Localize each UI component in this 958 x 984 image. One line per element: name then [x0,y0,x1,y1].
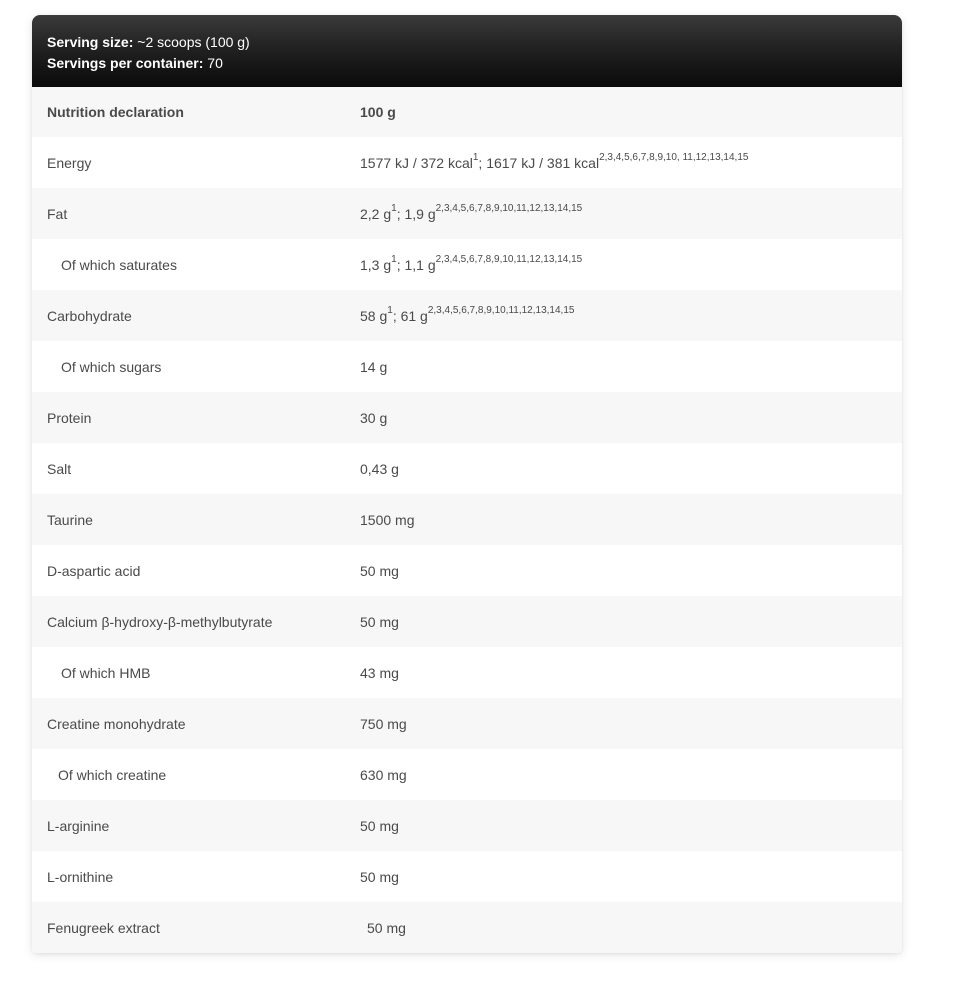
servings-per-container-line [47,53,887,74]
row-value: 30 g [360,409,388,426]
table-row-taurine [32,494,902,545]
row-name: Calcium β-hydroxy-β-methylbutyrate [47,613,273,630]
row-name: L-ornithine [47,868,114,885]
table-row-calcium-hmb [32,596,902,647]
row-name: D-aspartic acid [47,562,141,579]
column-header-amount: 100 g [360,104,396,120]
serving-size-label: Serving size: [47,34,134,50]
table-header-row [32,87,902,137]
serving-info-header [32,15,902,87]
table-row-carbohydrate [32,290,902,341]
row-value: 50 mg [360,613,399,630]
row-value: 50 mg [360,868,399,885]
row-name: Salt [47,460,72,477]
table-row-protein [32,392,902,443]
row-value: 750 mg [360,715,407,732]
table-row-of-which-creatine [32,749,902,800]
row-value: 14 g [360,358,388,375]
table-row-l-arginine [32,800,902,851]
row-name: Of which sugars [61,358,162,375]
row-value: 50 mg [360,562,399,579]
nutrition-table-card [32,15,902,953]
row-name: Taurine [47,511,93,528]
table-row-sugars [32,341,902,392]
table-row-saturates [32,239,902,290]
row-name: Fat [47,205,68,222]
row-name: L-arginine [47,817,110,834]
row-value: 2,2 $g^1$; 1,9 $g^{2,3,4,5,6,7,8,9,10,11,12,13,14,15}$ [360,202,583,222]
row-value: 50 mg [367,919,406,936]
row-value: 0,43 g [360,460,399,477]
serving-size-line [47,32,887,53]
table-row-d-aspartic-acid [32,545,902,596]
row-name: Of which saturates [61,256,177,273]
row-value: 43 mg [360,664,399,681]
row-name: Creatine monohydrate [47,715,186,732]
row-value: 1577 kJ / 372 kcal$^1$; 1617 kJ / 381 kcal$^{2,3,4,5,6,7,8,9,10, 11,12,13,14,15}$ [360,151,749,171]
table-row-l-ornithine [32,851,902,902]
table-row-fat [32,188,902,239]
row-name: Carbohydrate [47,307,132,324]
row-value: 58 $g^1$; 61 $g^{2,3,4,5,6,7,8,9,10,11,12,13,14,15}$ [360,304,575,324]
row-name: Protein [47,409,92,426]
column-header-declaration: Nutrition declaration [47,104,184,120]
table-row-creatine-monohydrate [32,698,902,749]
table-row-fenugreek-extract [32,902,902,953]
row-value: 50 mg [360,817,399,834]
row-name: Fenugreek extract [47,919,160,936]
serving-size-value: ~2 scoops (100 g) [137,34,250,50]
row-value: 1500 mg [360,511,415,528]
row-name: Energy [47,154,92,171]
table-row-salt [32,443,902,494]
row-name: Of which creatine [58,766,167,783]
row-value: 630 mg [360,766,407,783]
servings-per-container-label: Servings per container: [47,55,204,71]
row-value: 1,3 $g^1$; 1,1 $g^{2,3,4,5,6,7,8,9,10,11,12,13,14,15}$ [360,253,583,273]
row-name: Of which HMB [61,664,151,681]
servings-per-container-value: 70 [207,55,223,71]
table-row-energy [32,137,902,188]
table-row-of-which-hmb [32,647,902,698]
